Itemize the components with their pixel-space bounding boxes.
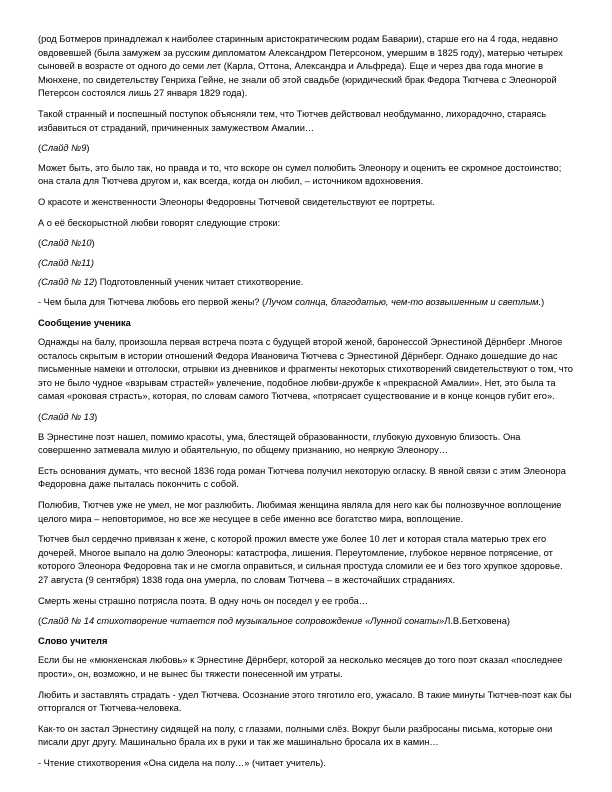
heading-student-report: Сообщение ученика xyxy=(38,317,131,328)
paragraph-ernestina-meeting: Однажды на балу, произошла первая встреча поэта с будущей второй женой, баронессой Эрнестиной Дёрнберг .Многое осталось скрытым в истории отношений Федора Ивановича Тютчева с Эрнестиной Дёрнберг. Однако дошедшие до нас письменные намеки и отголоски, отрывки из дневников и фрагменты некоторых стихотворений свидетельствуют о том, что это не было чудное «взрывам страстей» увлечение, подобное любви-дружбе к «прекрасной Амалии». Нет, это была та самая «роковая страсть», которая, по словам самого Тютчева, «потрясает существование и в конце концов губит его». xyxy=(38,337,573,402)
slide-label: Слайд № 13 xyxy=(41,412,95,423)
slide-note-13: (Слайд № 13) xyxy=(38,412,98,423)
paragraph-eleonora-death: Тютчев был сердечно привязан к жене, с которой прожил вместе уже более 10 лет и которая стала матерью трех его дочерей. Многое выпало на долю Элеоноры: катастрофа, лишения. Переутомление, глубокое нервное потрясение, от которого Элеонора Федоровна так и не смогла оправиться, и сильная простуда сломили ее и без того хрупкое здоровье. 27 августа (9 сентября) 1838 года она умерла, по словам Тютчева – в жесточайших страданиях. xyxy=(38,534,563,585)
paragraph-grief: Смерть жены страшно потрясла поэта. В одну ночь он поседел у ее гроба… xyxy=(38,595,369,606)
slide-label: (Слайд № 12 xyxy=(38,277,95,288)
paragraph-eleonora-love: Может быть, это было так, но правда и то, что вскоре он сумел полюбить Элеонору и оценить ее скромное достоинство; она стала для Тютчева другом и, как всегда, когда он любил, – источником вдохновения. xyxy=(38,162,562,187)
slide-note-12: (Слайд № 12) Подготовленный ученик читает стихотворение. xyxy=(38,277,304,288)
paragraph-ernestina-qualities: В Эрнестине поэт нашел, помимо красоты, ума, блестящей образованности, глубокую духовную близость. Она совершенно затмевала милую и обаятельную, по общему признанию, но неяркую Элеонору… xyxy=(38,431,521,456)
question-first-wife: - Чем была для Тютчева любовь его первой жены? (Лучом солнца, благодатью, чем-то возвышенным и светлым.) xyxy=(38,296,545,307)
paragraph-loving: Полюбив, Тютчев уже не умел, не мог разлюбить. Любимая женщина являла для него как бы полнозвучное воплощение целого мира – неповторимое, но все же несущее в себе именно все богатство мира, воплощение. xyxy=(38,500,562,524)
slide-note-9: (Слайд №9) xyxy=(38,143,90,154)
paragraph-poem-reading: - Чтение стихотворения «Она сидела на полу…» (читает учитель). xyxy=(38,757,326,768)
slide-label: Слайд №9 xyxy=(41,143,87,154)
paragraph-strange-act: Такой странный и поспешный поступок объясняли тем, что Тютчев действовал необдуманно, лихорадочно, стараясь избавиться от страданий, причиненных замужеством Амалии… xyxy=(38,108,547,133)
paragraph-portraits: О красоте и женственности Элеоноры Федоровны Тютчевой свидетельствуют ее портреты. xyxy=(38,196,435,207)
paragraph-letters: Как-то он застал Эрнестину сидящей на полу, с глазами, полными слёз. Вокруг были разбросаны письма, которые они писали друг другу. Машинально брала их в руки и так же машинально бросала их в камин… xyxy=(38,723,553,748)
slide-label: Слайд № 14 стихотворение читается под музыкальное сопровождение «Лунной сонаты» xyxy=(41,616,445,627)
slide-note-10: (Слайд №10) xyxy=(38,238,95,249)
slide-label: Слайд №10 xyxy=(41,238,92,249)
slide-note-14: (Слайд № 14 стихотворение читается под музыкальное сопровождение «Лунной сонаты»Л.В.Бетховена) xyxy=(38,616,511,627)
paragraph-munich-love: Если бы не «мюнхенская любовь» к Эрнестине Дёрнберг, которой за несколько месяцев до того поэт сказал «последнее прости», он, возможно, и не вынес бы тяжести понесенной им утраты. xyxy=(38,655,563,679)
paragraph-suffering: Любить и заставлять страдать - удел Тютчева. Осознание этого тяготило его, ужасало. В такие минуты Тютчев-поэт как бы отторгался от Тютчева-человека. xyxy=(38,689,572,714)
paragraph-lines: А о её бескорыстной любви говорят следующие строки: xyxy=(38,217,281,228)
paragraph-1836: Есть основания думать, что весной 1836 года роман Тютчева получил некоторую огласку. В явной связи с этим Элеонора Федоровна даже пыталась покончить с собой. xyxy=(38,465,566,490)
answer-text: Лучом солнца, благодатью, чем-то возвышенным и светлым. xyxy=(265,296,542,307)
heading-teacher-word: Слово учителя xyxy=(38,635,108,646)
paragraph-marriage: (род Ботмеров принадлежал к наиболее старинным аристократическим родам Баварии), старше его на 4 года, недавно овдовевшей (была замужем за русским дипломатом Александром Петерсоном, умершим в 1825 году), матерью четырех сыновей в возрасте от одного до семи лет (Карла, Оттона, Александра и Альфреда). Еще и через два года многие в Мюнхене, по свидетельству Генриха Гейне, не знали об этой свадьбе (юридический брак Федора Тютчева с Элеонорой Петерсон состоялся лишь 27 января 1829 года). xyxy=(38,34,563,99)
slide-note-11: (Слайд №11) xyxy=(38,257,94,268)
